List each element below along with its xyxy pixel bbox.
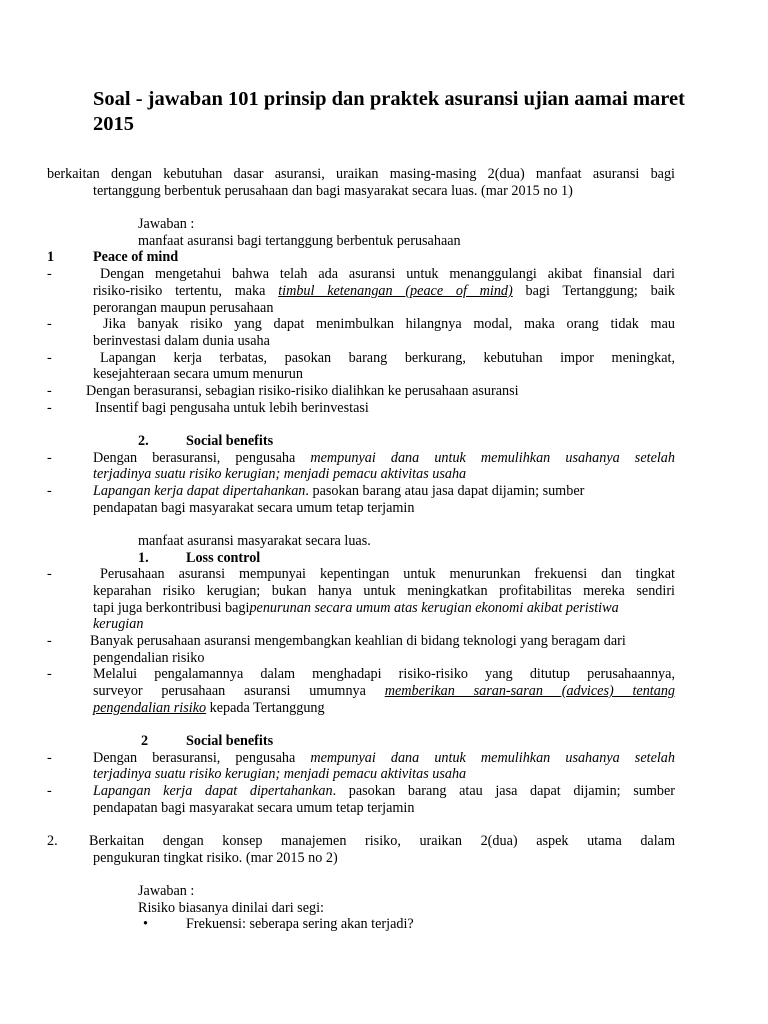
answer-2-intro: Risiko biasanya dinilai dari segi: bbox=[138, 900, 324, 916]
loss-control-number: 1. bbox=[138, 550, 149, 566]
loss-bullet-3-line-2: surveyor perusahaan asuransi umumnya memberikan saran-saran (advices) tentang bbox=[93, 683, 676, 699]
loss-bullet-2-line-2: pengendalian risiko bbox=[93, 650, 205, 666]
social2-bullet-1-line-1: Dengan berasuransi, pengusaha mempunyai dana untuk memulihkan usahanya setelah bbox=[93, 750, 675, 766]
social-bullet-1-line-1: Dengan berasuransi, pengusaha mempunyai dana untuk memulihkan usahanya setelah bbox=[93, 450, 675, 466]
social2-bullet-1-line-2: terjadinya suatu risiko kerugian; menjadi pemacu aktivitas usaha bbox=[93, 766, 467, 782]
peace-bullet-5: Insentif bagi pengusaha untuk lebih berinvestasi bbox=[95, 400, 369, 416]
peace-bullet-1-line-3: perorangan maupun perusahaan bbox=[93, 300, 274, 316]
loss-control-heading: Loss control bbox=[186, 550, 261, 566]
loss-bullet-1-line-3: tapi juga berkontribusi bagipenurunan secara umum atas kerugian ekonomi akibat peristiwa bbox=[93, 600, 619, 616]
social-benefits-number: 2. bbox=[138, 433, 149, 449]
social-benefits-2-number: 2 bbox=[141, 733, 149, 749]
dash-marker: - bbox=[47, 750, 52, 766]
dash-marker: - bbox=[47, 350, 52, 366]
dash-marker: - bbox=[47, 400, 52, 416]
peace-bullet-3-line-1: Lapangan kerja terbatas, pasokan barang berkurang, kebutuhan impor meningkat, bbox=[100, 350, 675, 366]
peace-of-mind-number: 1 bbox=[47, 249, 55, 265]
social-bullet-2-line-1: Lapangan kerja dapat dipertahankan. pasokan barang atau jasa dapat dijamin; sumber bbox=[93, 483, 585, 499]
loss-bullet-3-line-3: pengendalian risiko kepada Tertanggung bbox=[93, 700, 325, 716]
answer-2-bullet-1: Frekuensi: seberapa sering akan terjadi? bbox=[186, 916, 414, 932]
peace-bullet-1-line-2: risiko-risiko tertentu, maka timbul ketenangan (peace of mind) bagi Tertanggung; baik bbox=[93, 283, 676, 299]
dash-marker: - bbox=[47, 633, 52, 649]
answer-2-label: Jawaban : bbox=[138, 883, 195, 899]
social-benefits-heading: Social benefits bbox=[186, 433, 274, 449]
dash-marker: - bbox=[47, 383, 52, 399]
social2-bullet-2-line-1: Lapangan kerja dapat dipertahankan. pasokan barang atau jasa dapat dijamin; sumber bbox=[93, 783, 675, 799]
peace-bullet-1-line-1: Dengan mengetahui bahwa telah ada asuransi untuk menanggulangi akibat finansial dari bbox=[100, 266, 675, 282]
question-1-line-2: tertanggung berbentuk perusahaan dan bagi masyarakat secara luas. (mar 2015 no 1) bbox=[93, 183, 573, 199]
social2-bullet-2-line-2: pendapatan bagi masyarakat secara umum tetap terjamin bbox=[93, 800, 415, 816]
society-benefits-heading: manfaat asuransi masyarakat secara luas. bbox=[138, 533, 371, 549]
loss-bullet-1-line-1: Perusahaan asuransi mempunyai kepentingan untuk menurunkan frekuensi dan tingkat bbox=[100, 566, 675, 582]
dash-marker: - bbox=[47, 566, 52, 582]
dash-marker: - bbox=[47, 666, 52, 682]
bullet-icon: • bbox=[143, 916, 148, 932]
dash-marker: - bbox=[47, 316, 52, 332]
peace-bullet-3-line-2: kesejahteraan secara umum menurun bbox=[93, 366, 303, 382]
company-benefits-heading: manfaat asuransi bagi tertanggung berbentuk perusahaan bbox=[138, 233, 461, 249]
loss-bullet-3-line-1: Melalui pengalamannya dalam menghadapi risiko-risiko yang ditutup perusahaannya, bbox=[93, 666, 675, 682]
answer-label: Jawaban : bbox=[138, 216, 195, 232]
loss-bullet-2-line-1: Banyak perusahaan asuransi mengembangkan keahlian di bidang teknologi yang beragam dari bbox=[90, 633, 626, 649]
loss-bullet-1-line-2: keparahan risiko kerugian; bukan hanya untuk meningkatkan profitabilitas mereka sendiri bbox=[93, 583, 675, 599]
question-2-number: 2. bbox=[47, 833, 58, 849]
peace-bullet-2-line-2: berinvestasi dalam dunia usaha bbox=[93, 333, 270, 349]
advices-emphasis: memberikan saran-saran (advices) tentang bbox=[384, 683, 676, 699]
dash-marker: - bbox=[47, 266, 52, 282]
question-1-line-1: berkaitan dengan kebutuhan dasar asuransi, uraikan masing-masing 2(dua) manfaat asuransi bagi bbox=[47, 166, 675, 182]
social-benefits-2-heading: Social benefits bbox=[186, 733, 274, 749]
question-2-line-2: pengukuran tingkat risiko. (mar 2015 no 2) bbox=[93, 850, 338, 866]
peace-bullet-2-line-1: Jika banyak risiko yang dapat menimbulkan hilangnya modal, maka orang tidak mau bbox=[103, 316, 675, 332]
dash-marker: - bbox=[47, 483, 52, 499]
document-title: Soal - jawaban 101 prinsip dan praktek asuransi ujian aamai maret 2015 bbox=[93, 88, 685, 135]
peace-of-mind-heading: Peace of mind bbox=[93, 249, 179, 265]
peace-of-mind-emphasis: timbul ketenangan (peace of mind) bbox=[278, 283, 513, 299]
dash-marker: - bbox=[47, 450, 52, 466]
loss-bullet-1-line-4: kerugian bbox=[93, 616, 144, 632]
social-bullet-2-line-2: pendapatan bagi masyarakat secara umum tetap terjamin bbox=[93, 500, 415, 516]
question-2-line-1: Berkaitan dengan konsep manajemen risiko, uraikan 2(dua) aspek utama dalam bbox=[89, 833, 675, 849]
peace-bullet-4: Dengan berasuransi, sebagian risiko-risiko dialihkan ke perusahaan asuransi bbox=[86, 383, 519, 399]
social-bullet-1-line-2: terjadinya suatu risiko kerugian; menjadi pemacu aktivitas usaha bbox=[93, 466, 467, 482]
dash-marker: - bbox=[47, 783, 52, 799]
